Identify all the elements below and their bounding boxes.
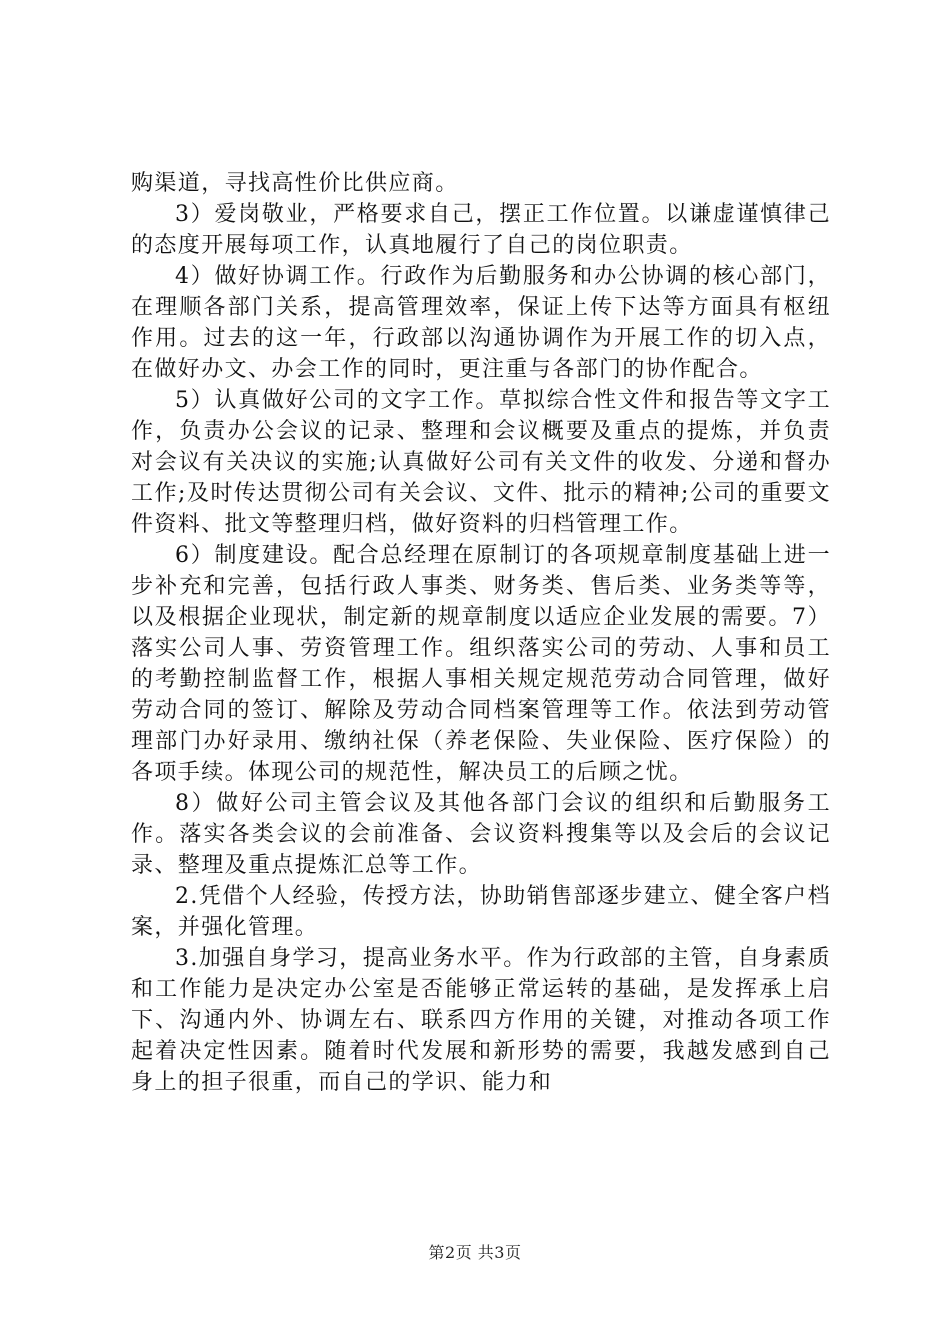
paragraph-item-5: 5）认真做好公司的文字工作。草拟综合性文件和报告等文字工作，负责办公会议的记录、整理和会议概要及重点的提炼，并负责对会议有关决议的实施;认真做好公司有关文件的收发、分递和督办工作;及时传达贯彻公司有关会议、文件、批示的精神;公司的重要文件资料、批文等整理归档，做好资料的归档管理工作。 xyxy=(131,388,831,537)
page-footer: 第2页 共3页 xyxy=(428,1243,522,1262)
paragraph-continuation: 购渠道，寻找高性价比供应商。 xyxy=(131,171,459,196)
paragraph-section-3: 3.加强自身学习，提高业务水平。作为行政部的主管，自身素质和工作能力是决定办公室是否能够正常运转的基础，是发挥承上启下、沟通内外、协调左右、联系四方作用的关键，对推动各项工作起着决定性因素。随着时代发展和新形势的需要，我越发感到自己身上的担子很重，而自己的学识、能力和 xyxy=(131,946,831,1095)
paragraph-item-6-7: 6）制度建设。配合总经理在原制订的各项规章制度基础上进一步补充和完善，包括行政人事类、财务类、售后类、业务类等等，以及根据企业现状，制定新的规章制度以适应企业发展的需要。7）落实公司人事、劳资管理工作。组织落实公司的劳动、人事和员工的考勤控制监督工作，根据人事相关规定规范劳动合同管理，做好劳动合同的签订、解除及劳动合同档案管理等工作。依法到劳动管理部门办好录用、缴纳社保（养老保险、失业保险、医疗保险）的各项手续。体现公司的规范性，解决员工的后顾之忧。 xyxy=(131,543,831,785)
paragraph-item-8: 8）做好公司主管会议及其他各部门会议的组织和后勤服务工作。落实各类会议的会前准备、会议资料搜集等以及会后的会议记录、整理及重点提炼汇总等工作。 xyxy=(131,791,831,878)
paragraph-section-2: 2.凭借个人经验，传授方法，协助销售部逐步建立、健全客户档案，并强化管理。 xyxy=(131,884,831,940)
document-body xyxy=(131,168,831,1098)
paragraph-item-3: 3）爱岗敬业，严格要求自己，摆正工作位置。以谦虚谨慎律己的态度开展每项工作，认真地履行了自己的岗位职责。 xyxy=(131,202,831,258)
paragraph-item-4: 4）做好协调工作。行政作为后勤服务和办公协调的核心部门，在理顺各部门关系，提高管理效率，保证上传下达等方面具有枢纽作用。过去的这一年，行政部以沟通协调作为开展工作的切入点，在做好办文、办会工作的同时，更注重与各部门的协作配合。 xyxy=(131,264,831,382)
